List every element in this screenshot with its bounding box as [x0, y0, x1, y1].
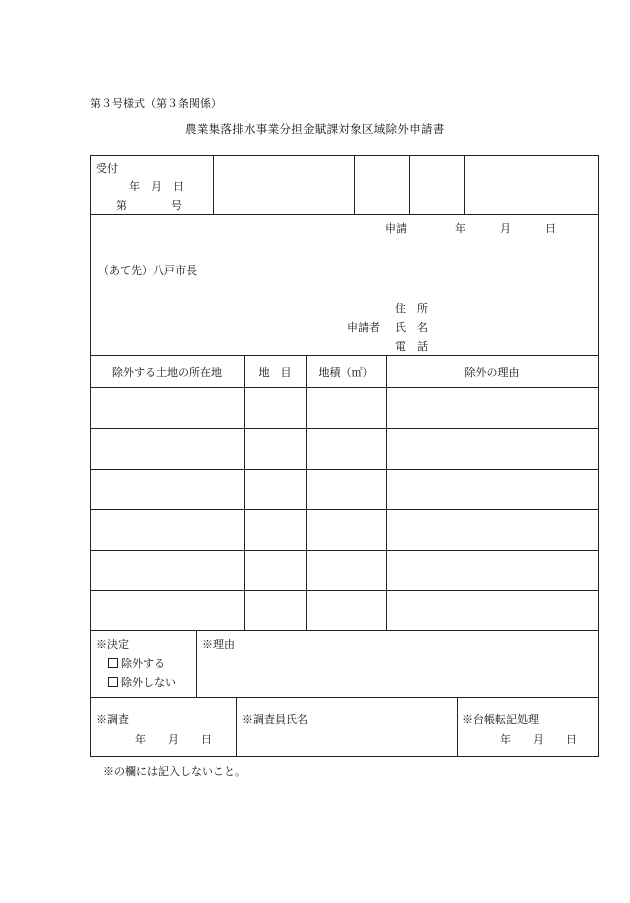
receipt-date: 年 月 日 — [129, 180, 184, 193]
checkbox-exclude[interactable] — [108, 658, 118, 668]
option-exclude[interactable] — [108, 655, 165, 671]
header-land-category: 地 目 — [258, 366, 292, 379]
table-row[interactable] — [91, 429, 598, 469]
surveyor-name-label: ※調査員氏名 — [242, 713, 308, 726]
receipt-number: 第 号 — [116, 199, 182, 212]
footnote: ※の欄には記入しないこと。 — [103, 765, 246, 778]
name-label: 氏 名 — [395, 321, 428, 334]
option-exclude-label: 除外する — [121, 657, 165, 670]
application-year: 年 — [455, 222, 466, 235]
ledger-label: ※台帳転記処理 — [462, 713, 539, 726]
table-row[interactable] — [91, 551, 598, 590]
ledger-date: 年 月 日 — [500, 733, 577, 746]
page-title: 農業集落排水事業分担金賦課対象区域除外申請書 — [185, 122, 445, 136]
applicant-label: 申請者 — [347, 321, 380, 334]
receipt-label: 受付 — [96, 162, 118, 175]
decision-label: ※決定 — [96, 638, 129, 651]
header-location: 除外する土地の所在地 — [112, 366, 222, 379]
blank-box-2[interactable] — [410, 156, 464, 214]
table-row[interactable] — [91, 388, 598, 428]
checkbox-not-exclude[interactable] — [108, 677, 118, 687]
survey-label: ※調査 — [96, 713, 129, 726]
application-label: 申請 — [385, 222, 407, 235]
table-row[interactable] — [91, 591, 598, 630]
form-label: 第３号様式（第３条関係） — [90, 97, 222, 110]
address-label: 住 所 — [395, 302, 428, 315]
header-area: 地積（㎡） — [318, 366, 374, 379]
header-reason: 除外の理由 — [464, 366, 520, 379]
application-day: 日 — [545, 222, 556, 235]
survey-date: 年 月 日 — [135, 733, 212, 746]
blank-box-3[interactable] — [465, 156, 598, 214]
table-row[interactable] — [91, 510, 598, 550]
addressee: （あて先）八戸市長 — [98, 264, 197, 277]
option-not-exclude[interactable] — [108, 674, 176, 690]
phone-label: 電 話 — [395, 340, 428, 353]
option-not-exclude-label: 除外しない — [121, 676, 176, 689]
blank-box-1[interactable] — [355, 156, 409, 214]
application-month: 月 — [500, 222, 511, 235]
decision-reason-label: ※理由 — [202, 638, 235, 651]
table-row[interactable] — [91, 470, 598, 509]
